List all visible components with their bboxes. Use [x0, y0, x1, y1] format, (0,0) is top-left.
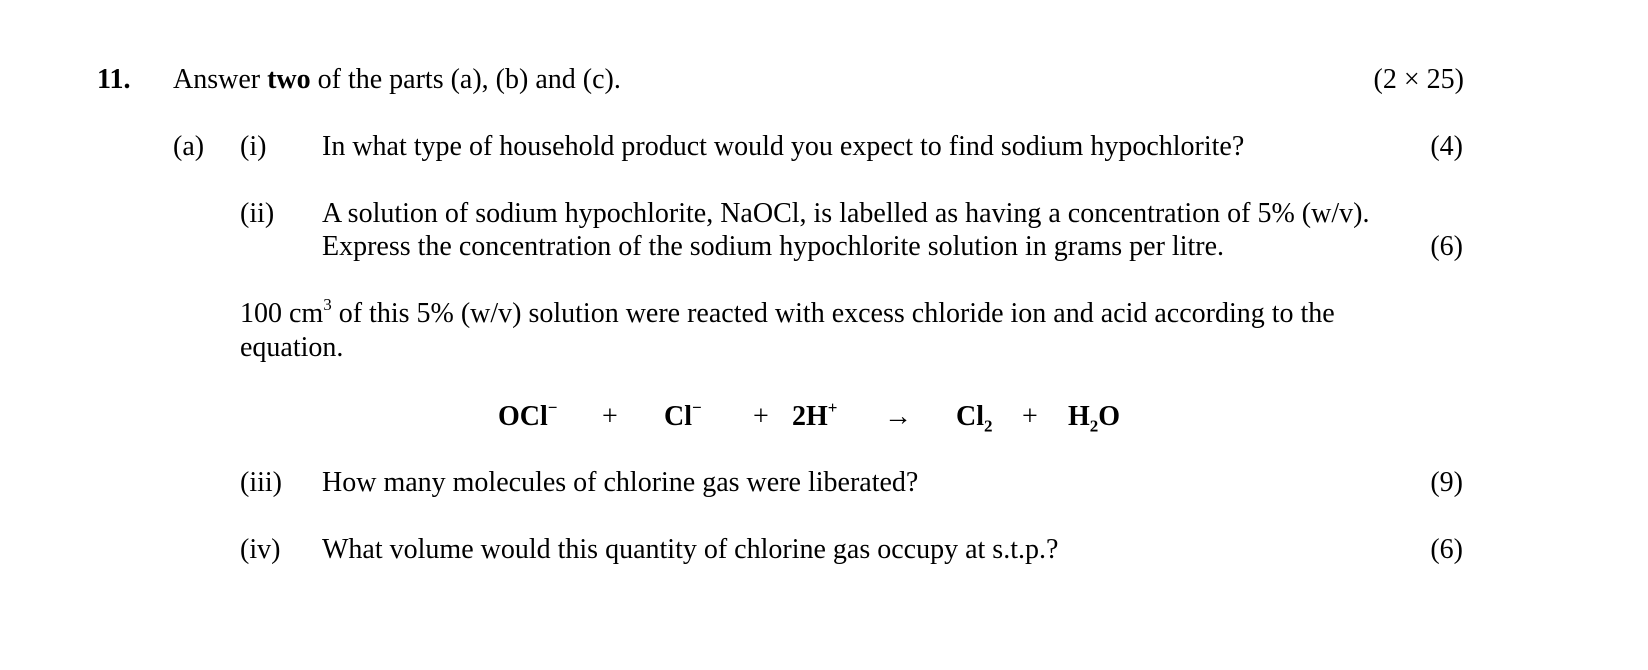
hydrogen-charge: + — [827, 397, 838, 417]
subpart-text: A solution of sodium hypochlorite, NaOCl, is labelled as having a concentration of 5% (w/v). — [322, 198, 1370, 229]
stem-volume-exponent: 3 — [323, 294, 332, 314]
plus-sign: + — [1022, 401, 1038, 432]
subpart-marks: (9) — [1430, 467, 1463, 498]
hypochlorite-formula: OCl — [498, 401, 548, 432]
hydrogen-ion — [792, 397, 838, 434]
instruction-suffix: of the parts (a), (b) and (c). — [310, 64, 621, 95]
stem-description: of this 5% (w/v) solution were reacted with excess chloride ion and acid according to the — [331, 298, 1335, 329]
water-molecule — [1068, 400, 1120, 434]
subpart-marks: (6) — [1430, 534, 1463, 565]
water-oxygen: O — [1098, 401, 1121, 432]
subpart-label: (iv) — [240, 534, 281, 565]
chlorine-formula: Cl — [956, 401, 984, 432]
instruction-prefix: Answer — [173, 64, 268, 95]
subpart-label: (iii) — [240, 467, 282, 498]
water-hydrogen: H — [1068, 401, 1090, 432]
subpart-label: (ii) — [240, 198, 275, 229]
stem-text — [240, 294, 1335, 331]
subpart-text: What volume would this quantity of chlorine gas occupy at s.t.p.? — [322, 534, 1059, 565]
instruction-emphasis: two — [267, 64, 311, 95]
subpart-label: (i) — [240, 131, 267, 162]
hydrogen-formula: 2H — [792, 401, 828, 432]
water-subscript: 2 — [1089, 416, 1099, 436]
plus-sign: + — [753, 401, 769, 432]
part-label: (a) — [173, 131, 205, 162]
subpart-text: Express the concentration of the sodium hypochlorite solution in grams per litre. — [322, 231, 1225, 262]
stem-volume: 100 cm — [240, 298, 324, 329]
subpart-marks: (4) — [1430, 131, 1463, 162]
question-instruction — [173, 63, 621, 97]
reaction-arrow: → — [884, 401, 912, 432]
chloride-ion — [664, 397, 702, 434]
stem-text-continued: equation. — [240, 332, 344, 363]
hypochlorite-charge: − — [547, 397, 558, 417]
plus-sign: + — [602, 401, 618, 432]
subpart-text: In what type of household product would you expect to find sodium hypochlorite? — [322, 131, 1245, 162]
question-marks: (2 × 25) — [1373, 64, 1464, 95]
question-number: 11. — [97, 64, 131, 95]
hypochlorite-ion — [498, 397, 558, 434]
subpart-marks: (6) — [1430, 231, 1463, 262]
chlorine-subscript: 2 — [984, 416, 993, 436]
chloride-charge: − — [692, 397, 702, 417]
chlorine-molecule — [956, 400, 993, 434]
chloride-formula: Cl — [664, 401, 692, 432]
subpart-text: How many molecules of chlorine gas were liberated? — [322, 467, 919, 498]
